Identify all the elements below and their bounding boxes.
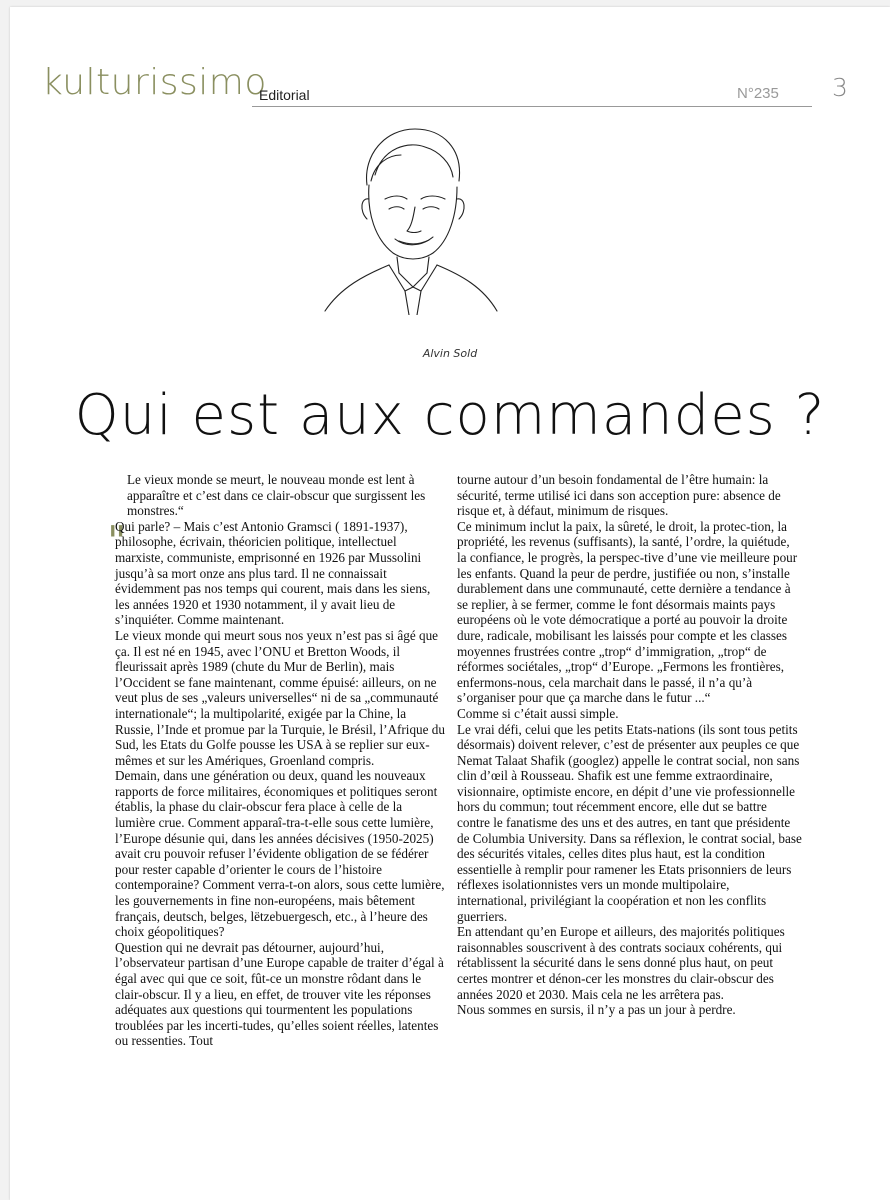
article-headline: Qui est aux commandes ? xyxy=(74,383,826,448)
paragraph: Question qui ne devrait pas détourner, aujourd’hui, l’observateur partisan d’une Europe capable de traiter d’égal à égal avec qui que ce soit, fût-ce un monstre rôdant dans le clair-obscur. Il y a lieu, en effet, de trouver vite les réponses adéquates aux questions qui tourmentent les populations troublées par les incerti-tudes, qu’elles soient réelles, latentes ou ressenties. Tout xyxy=(115,939,444,1049)
portrait-illustration-icon xyxy=(305,115,505,315)
paragraph: Comme si c’était aussi simple. xyxy=(457,705,619,721)
issue-number: N°235 xyxy=(737,85,779,102)
header-rule xyxy=(252,106,812,107)
paragraph: Nous sommes en sursis, il n’y a pas un jour à perdre. xyxy=(457,1002,736,1018)
paragraph: Qui parle? – Mais c’est Antonio Gramsci ( 1891-1937), philosophe, écrivain, théoricien politique, intellectuel marxiste, communiste, emprisonné en 1926 par Mussolini jusqu’à sa mort onze ans plus tard. Il ne connaissait évidemment pas nos temps qui courent, mais dans les siens, les années 1920 et 1930 notamment, il y avait lieu de s’inquiéter. Comme maintenant. xyxy=(115,518,431,628)
paragraph: En attendant qu’en Europe et ailleurs, des majorités politiques raisonnables souscrivent à des contrats sociaux cohérents, qui rétablissent la sécurité dans le sens donné plus haut, on peut certes montrer et dénon-cer les monstres du clair-obscur des années 2020 et 2030. Mais cela ne les arrêtera pas. xyxy=(457,924,785,1002)
article-column-left xyxy=(115,472,445,1049)
page-header xyxy=(42,62,857,113)
paragraph: Demain, dans une génération ou deux, quand les nouveaux rapports de force militaires, économiques et politiques seront établis, la phase du clair-obscur fera place à celle de la lumière crue. Comment apparaî-tra-t-elle sous cette lumière, l’Europe désunie qui, dans les années décisives (1950-2025) avait cru pouvoir refuser l’évidente obligation de se fédérer pour rester capable d’orienter le cours de l’histoire contemporaine? Comment verra-t-on alors, sous cette lumière, les gouvernements in fine non-européens, mais bêtement français, deutsch, belges, lëtzebuergesch, etc., à l’heure des choix géopolitiques? xyxy=(115,768,445,940)
article-column-right xyxy=(457,472,802,1018)
portrait-caption: Alvin Sold xyxy=(422,347,478,360)
paragraph: Ce minimum inclut la paix, la sûreté, le droit, la protec-tion, la propriété, les revenus (suffisants), la santé, l’ordre, la quiétude, la confiance, le progrès, la perspec-tive d’une vie meilleure pour les enfants. Quand la peur de perdre, justifiée ou non, s’installe durablement dans une communauté, cette dernière a tendance à se replier, à se fermer, comme le font désormais maints pays européens où le vote démocratique a porté au pouvoir la droite dure, radicale, mobilisant les laissés pour compte et les classes moyennes frustrées contre „trop“ d’immigration, „trop“ de réformes sociétales, „trop“ d’Europe. „Fermons les frontières, enfermons-nous, cela marchait dans le passé, il n’a qu’à s’organiser pour que ça marche dans le futur ...“ xyxy=(457,518,798,706)
brand-logo: kulturissimo xyxy=(42,62,267,103)
paragraph: Le vrai défi, celui que les petits Etats-nations (ils sont tous petits désormais) doivent relever, c’est de présenter aux peuples ce que Nemat Talaat Shafik (googlez) appelle le contrat social, non sans clin d’œil à Rousseau. Shafik est une femme extraordinaire, visionnaire, optimiste encore, en dépit d’une vie professionnelle hors du commun; tout récemment encore, elle dut se battre contre le fanatisme des uns et des autres, en tant que présidente de Columbia University. Dans sa réflexion, le contrat social, base des sécurités vitales, celles dites plus haut, est la condition essentielle à remplir pour ramener les Etats prisonniers de leurs réflexes isolationnistes vers un monde multipolaire, international, privilégiant la coopération et non les conflits guerriers. xyxy=(457,721,802,924)
magazine-page xyxy=(10,7,890,1200)
quote-mark-icon: " xyxy=(107,517,127,566)
paragraph: Le vieux monde se meurt, le nouveau monde est lent à apparaître et c’est dans ce clair-obscur que surgissent les monstres.“ xyxy=(127,472,426,519)
section-label: Editorial xyxy=(259,87,310,103)
paragraph: Le vieux monde qui meurt sous nos yeux n’est pas si âgé que ça. Il est né en 1945, avec l’ONU et Bretton Woods, il fleurissait après 1989 (chute du Mur de Berlin), mais l’Occident se fane maintenant, comme épuisé: ailleurs, on ne veut plus de ses „valeurs universelles“ ni de sa „communauté internationale“; la multipolarité, exigée par la Chine, la Russie, l’Inde et promue par la Turquie, le Brésil, l’Afrique du Sud, les Etats du Golfe pousse les USA à se replier sur eux-mêmes et sur les Amériques, Groenland compris. xyxy=(115,627,445,768)
paragraph: tourne autour d’un besoin fondamental de l’être humain: la sécurité, terme utilisé ici dans son acception pure: absence de risque et, à défaut, minimum de risques. xyxy=(457,472,781,519)
page-number: 3 xyxy=(832,73,848,102)
